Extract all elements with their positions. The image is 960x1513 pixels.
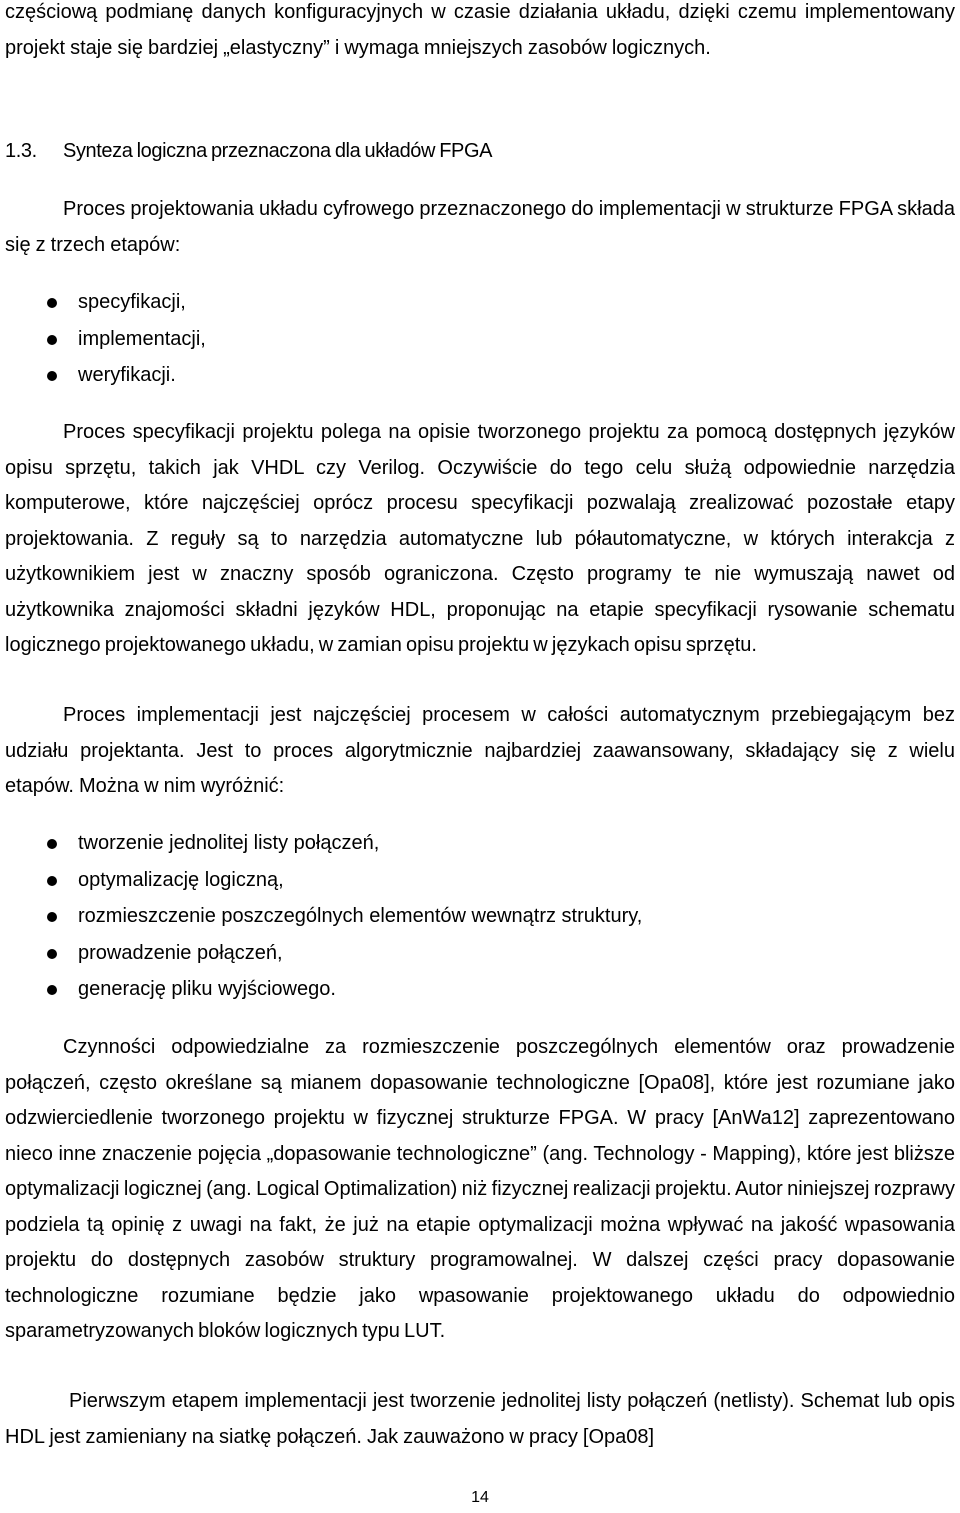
list-item: optymalizację logiczną,	[5, 863, 955, 900]
paragraph-netlist: Pierwszym etapem implementacji jest tworzenie jednolitej listy połączeń (netlisty). Schemat lub opis HDL jest zamieniany na siatkę połączeń. Jak zauważono w pracy [Opa08]	[5, 1390, 955, 1448]
list-item: tworzenie jednolitej listy połączeń,	[5, 826, 955, 863]
bullet-icon	[47, 985, 57, 995]
paragraph-implementation: Proces implementacji jest najczęściej procesem w całości automatycznym przebiegającym bez udziału projektanta. Jest to proces algorytmicznie najbardziej zaawansowany, składający się z wielu etapów. Można w nim wyróżnić:	[5, 704, 955, 797]
intro-paragraph: częściową podmianę danych konfiguracyjnych w czasie działania układu, dzięki czemu implementowany projekt staje się bardziej „elastyczny” i wymaga mniejszych zasobów logicznych.	[5, 1, 955, 59]
bullet-icon	[47, 912, 57, 922]
stages-list	[5, 285, 955, 395]
bullet-icon	[47, 949, 57, 959]
list-item: rozmieszczenie poszczególnych elementów wewnątrz struktury,	[5, 899, 955, 936]
bullet-icon	[47, 371, 57, 381]
bullet-icon	[47, 876, 57, 886]
bullet-icon	[47, 839, 57, 849]
paragraph-specification: Proces specyfikacji projektu polega na opisie tworzonego projektu za pomocą dostępnych języków opisu sprzętu, takich jak VHDL czy Verilog. Oczywiście do tego celu służą odpowiednie narzędzia komputerowe, które najczęściej oprócz procesu specyfikacji pozwalają zrealizować pozostałe etapy projektowania. Z reguły są to narzędzia automatyczne lub półautomatyczne, w których interakcja z użytkownikiem jest w znaczny sposób ograniczona. Często programy te nie wymuszają nawet od użytkownika znajomości składni języków HDL, proponując na etapie specyfikacji rysowanie schematu logicznego projektowanego układu, w zamian opisu projektu w językach opisu sprzętu.	[5, 421, 955, 656]
list-item: specyfikacji,	[5, 285, 955, 322]
page-number: 14	[471, 1489, 489, 1506]
section-title: Synteza logiczna przeznaczona dla układów FPGA	[63, 140, 493, 162]
list-item: implementacji,	[5, 322, 955, 359]
bullet-icon	[47, 335, 57, 345]
bullet-icon	[47, 298, 57, 308]
list-item: generację pliku wyjściowego.	[5, 972, 955, 1009]
list-item: weryfikacji.	[5, 358, 955, 395]
document-page	[5, 0, 955, 1513]
list-item: prowadzenie połączeń,	[5, 936, 955, 973]
paragraph-technology-mapping: Czynności odpowiedzialne za rozmieszczenie poszczególnych elementów oraz prowadzenie połączeń, często określane są mianem dopasowanie technologiczne [Opa08], które jest rozumiane jako odzwierciedlenie tworzonego projektu w fizycznej strukturze FPGA. W pracy [AnWa12] zaprezentowano nieco inne znaczenie pojęcia „dopasowanie technologiczne” (ang. Technology - Mapping), które jest bliższe optymalizacji logicznej (ang. Logical Optimalization) niż fizycznej realizacji projektu. Autor niniejszej rozprawy podziela tą opinię z uwagi na fakt, że już na etapie optymalizacji można wpływać na jakość wpasowania projektu do dostępnych zasobów struktury programowalnej. W dalszej części pracy dopasowanie technologiczne rozumiane będzie jako wpasowanie projektowanego układu do odpowiednio sparametryzowanych bloków logicznych typu LUT.	[5, 1036, 955, 1342]
section-number: 1.3.	[5, 140, 37, 162]
paragraph-process-overview: Proces projektowania układu cyfrowego przeznaczonego do implementacji w strukturze FPGA składa się z trzech etapów:	[5, 198, 955, 256]
section-heading	[5, 134, 492, 170]
implementation-steps-list	[5, 826, 955, 1009]
